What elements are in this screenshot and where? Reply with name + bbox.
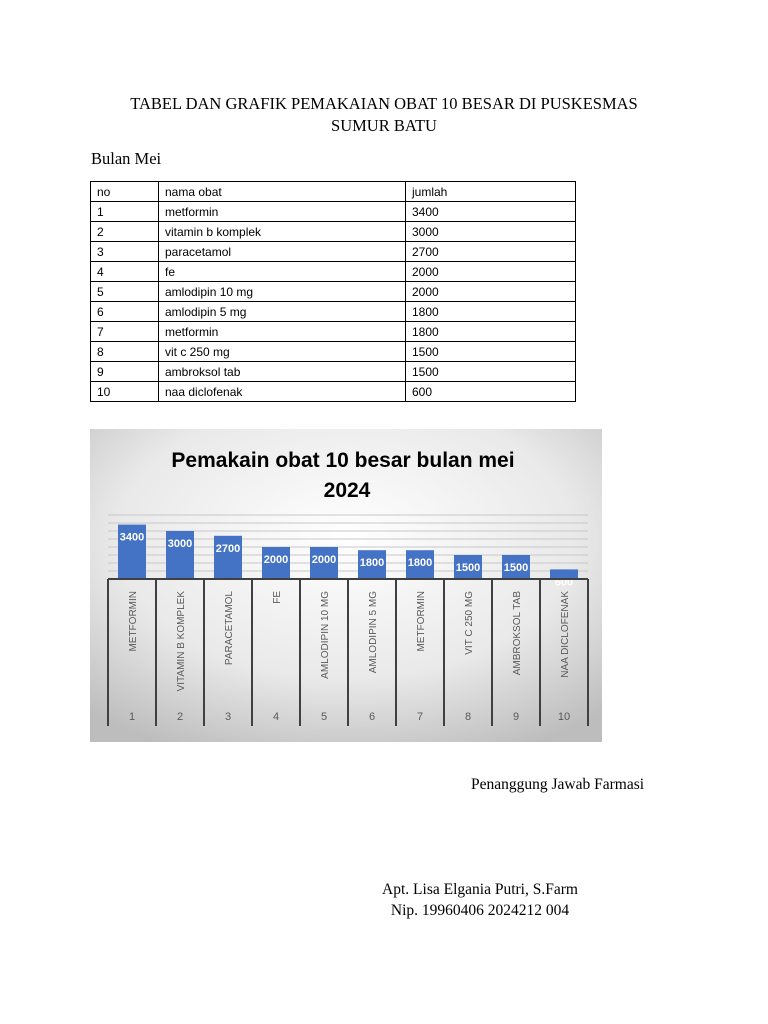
- cell-no: 8: [91, 342, 159, 362]
- cell-quantity: 2000: [406, 282, 576, 302]
- table-row: [91, 362, 576, 382]
- cell-quantity: 3000: [406, 222, 576, 242]
- cell-drug-name: amlodipin 10 mg: [159, 282, 406, 302]
- cell-quantity: 3400: [406, 202, 576, 222]
- category-number: 6: [368, 711, 376, 723]
- chart-title-line1: Pemakain obat 10 besar bulan mei: [171, 449, 515, 472]
- table-row: [91, 342, 576, 362]
- signature-nip: Nip. 19960406 2024212 004: [390, 902, 570, 919]
- cell-drug-name: metformin: [159, 322, 406, 342]
- data-label: 2700: [215, 542, 241, 555]
- cell-quantity: 1500: [406, 342, 576, 362]
- data-label: 2000: [311, 554, 337, 566]
- header-quantity: jumlah: [406, 182, 576, 202]
- cell-drug-name: paracetamol: [159, 242, 406, 262]
- category-label: AMLODIPIN 5 MG: [368, 591, 379, 674]
- cell-no: 5: [91, 282, 159, 302]
- table-row: [91, 242, 576, 262]
- table-row: [91, 202, 576, 222]
- usage-chart: [90, 429, 602, 742]
- category-label: VIT C 250 MG: [464, 591, 475, 655]
- data-label: 3000: [167, 538, 193, 550]
- category-label: VITAMIN B KOMPLEK: [176, 591, 187, 692]
- category-label: NAA DICLOFENAK: [560, 591, 571, 678]
- cell-drug-name: metformin: [159, 202, 406, 222]
- cell-drug-name: naa diclofenak: [159, 382, 406, 402]
- month-label: Bulan Mei: [91, 149, 162, 168]
- category-number: 4: [272, 711, 280, 723]
- table-row: [91, 322, 576, 342]
- data-label: 1800: [407, 557, 433, 570]
- cell-no: 1: [91, 202, 159, 222]
- category-label: METFORMIN: [416, 591, 427, 652]
- cell-no: 4: [91, 262, 159, 282]
- document-title-line1: TABEL DAN GRAFIK PEMAKAIAN OBAT 10 BESAR DI PUSKESMAS: [130, 94, 638, 113]
- category-label: PARACETAMOL: [224, 591, 235, 666]
- header-drug-name: nama obat: [159, 182, 406, 202]
- table-row: [91, 382, 576, 402]
- data-label: 1500: [455, 562, 481, 574]
- cell-no: 7: [91, 322, 159, 342]
- signature-role: Penanggung Jawab Farmasi: [471, 776, 645, 793]
- table-row: [91, 302, 576, 322]
- category-number: 7: [416, 711, 424, 723]
- signature-name: Apt. Lisa Elgania Putri, S.Farm: [382, 881, 578, 898]
- category-number: 8: [464, 711, 472, 723]
- usage-chart-svg: [90, 429, 602, 742]
- cell-no: 10: [91, 382, 159, 402]
- cell-no: 2: [91, 222, 159, 242]
- data-label: 1500: [503, 562, 529, 574]
- data-label: 2000: [263, 554, 289, 566]
- category-number: 3: [224, 711, 232, 723]
- category-label: AMLODIPIN 10 MG: [320, 591, 331, 679]
- category-number: 5: [320, 711, 328, 723]
- cell-no: 9: [91, 362, 159, 382]
- category-number: 2: [176, 711, 184, 723]
- document-title-line2: SUMUR BATU: [331, 116, 437, 135]
- data-label: 600: [554, 576, 574, 589]
- cell-drug-name: amlodipin 5 mg: [159, 302, 406, 322]
- data-label: 1800: [359, 557, 385, 570]
- cell-quantity: 600: [406, 382, 576, 402]
- category-label: FE: [272, 591, 283, 604]
- table-row: [91, 222, 576, 242]
- category-number: 10: [557, 711, 571, 723]
- cell-drug-name: ambroksol tab: [159, 362, 406, 382]
- table-row: [91, 262, 576, 282]
- category-label: METFORMIN: [128, 591, 139, 652]
- category-label: AMBROKSOL TAB: [512, 591, 523, 676]
- chart-background: [90, 429, 602, 742]
- cell-quantity: 1500: [406, 362, 576, 382]
- cell-drug-name: vit c 250 mg: [159, 342, 406, 362]
- cell-quantity: 2700: [406, 242, 576, 262]
- cell-quantity: 2000: [406, 262, 576, 282]
- chart-title-line2: 2024: [323, 479, 371, 502]
- usage-table: [90, 181, 576, 402]
- cell-quantity: 1800: [406, 322, 576, 342]
- cell-no: 6: [91, 302, 159, 322]
- cell-drug-name: vitamin b komplek: [159, 222, 406, 242]
- category-number: 1: [128, 711, 136, 723]
- cell-no: 3: [91, 242, 159, 262]
- category-number: 9: [512, 711, 520, 723]
- cell-quantity: 1800: [406, 302, 576, 322]
- table-header-row: [91, 182, 576, 202]
- cell-drug-name: fe: [159, 262, 406, 282]
- document-title: [90, 93, 678, 137]
- data-label: 3400: [119, 531, 145, 544]
- header-no: no: [91, 182, 159, 202]
- table-row: [91, 282, 576, 302]
